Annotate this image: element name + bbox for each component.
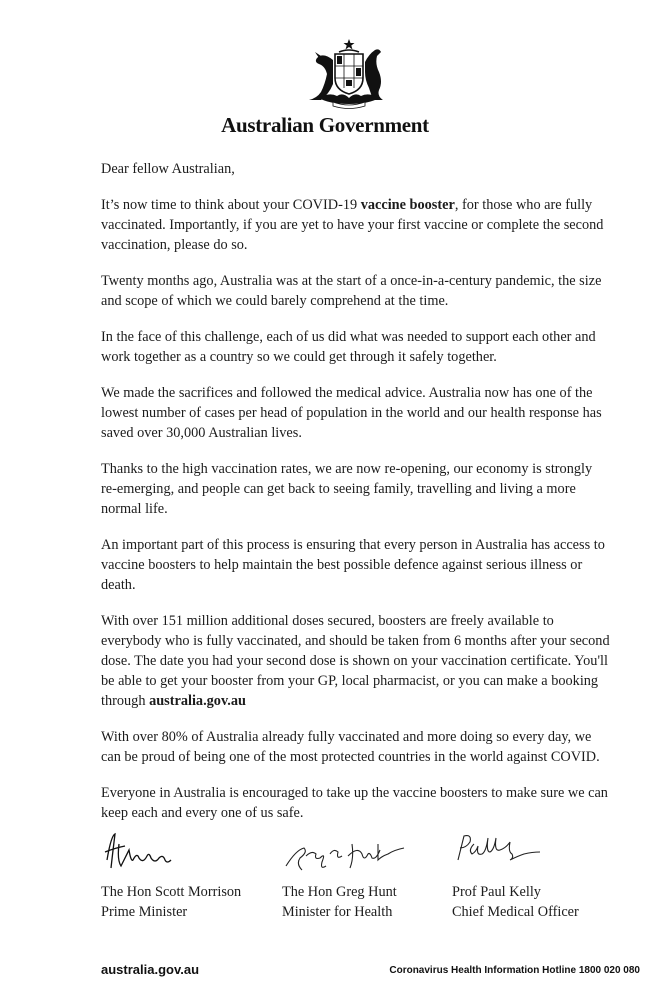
- signatory-kelly: [452, 830, 579, 920]
- paragraph-encouraged: Everyone in Australia is encouraged to take up the vaccine boosters to make sure we can keep each and every one of us safe.: [101, 785, 608, 821]
- signatory-block: [282, 882, 397, 922]
- signature-hunt-icon: [282, 830, 412, 874]
- paragraph-challenge: In the face of this challenge, each of us did what was needed to support each other and work together as a country so we could get through it safely together.: [101, 329, 596, 365]
- signatory-title: Chief Medical Officer: [452, 904, 579, 920]
- government-title: Australian Government: [221, 113, 429, 137]
- paragraph-vaccinated: With over 80% of Australia already fully vaccinated and more doing so every day, we can be proud of being one of the most protected countries in the world against COVID.: [101, 729, 600, 765]
- paragraph-booster: [101, 195, 611, 255]
- signature-kelly-icon: [452, 830, 562, 874]
- signatory-name: The Hon Scott Morrison: [101, 884, 242, 900]
- paragraph-access: An important part of this process is ensuring that every person in Australia has access to vaccine boosters to help maintain the best possible defence against serious illness or death.: [101, 537, 605, 593]
- paragraph-text: , for those who are fully vaccinated. Importantly, if you are yet to have your first vaccine or complete the second vaccination, please do so.: [101, 197, 604, 253]
- signatory-title: Minister for Health: [282, 904, 393, 920]
- signature-morrison-icon: [101, 830, 181, 874]
- signatory-title: Prime Minister: [101, 904, 188, 920]
- paragraph-doses: [101, 611, 611, 711]
- signatory-block: [101, 882, 241, 922]
- paragraph-sacrifices: We made the sacrifices and followed the medical advice. Australia now has one of the lowest number of cases per head of population in the world and our health response has saved over 30,000 Australian lives.: [101, 385, 602, 441]
- coat-of-arms-icon: [299, 38, 399, 110]
- footer-website-link[interactable]: australia.gov.au: [101, 962, 200, 977]
- footer-hotline: Coronavirus Health Information Hotline 1800 020 080: [389, 965, 640, 976]
- signatory-hunt: [282, 830, 412, 920]
- signatures: [0, 830, 650, 930]
- signatory-block: [452, 882, 579, 922]
- signatory-name: Prof Paul Kelly: [452, 884, 541, 900]
- signatory-name: The Hon Greg Hunt: [282, 884, 397, 900]
- bold-text: vaccine booster: [360, 197, 455, 213]
- paragraph-reopening: Thanks to the high vaccination rates, we are now re-opening, our economy is strongly re-emerging, and people can get back to seeing family, travelling and living a more normal life.: [101, 461, 593, 517]
- signatory-morrison: [101, 830, 242, 920]
- paragraph-text: It’s now time to think about your COVID-19: [101, 197, 361, 213]
- salutation: Dear fellow Australian,: [101, 161, 235, 177]
- website-link[interactable]: australia.gov.au: [149, 693, 246, 709]
- letter-body: [101, 159, 611, 839]
- paragraph-text: With over 151 million additional doses secured, boosters are freely available to everybody who is fully vaccinated, and should be taken from 6 months after your second dose. The date you had your second dose is shown on your vaccination certificate. You'll be able to get your booster from your GP, local pharmacist, or you can make a booking through: [101, 613, 610, 709]
- paragraph-pandemic: Twenty months ago, Australia was at the start of a once-in-a-century pandemic, the size and scope of which we could barely comprehend at the time.: [101, 273, 602, 309]
